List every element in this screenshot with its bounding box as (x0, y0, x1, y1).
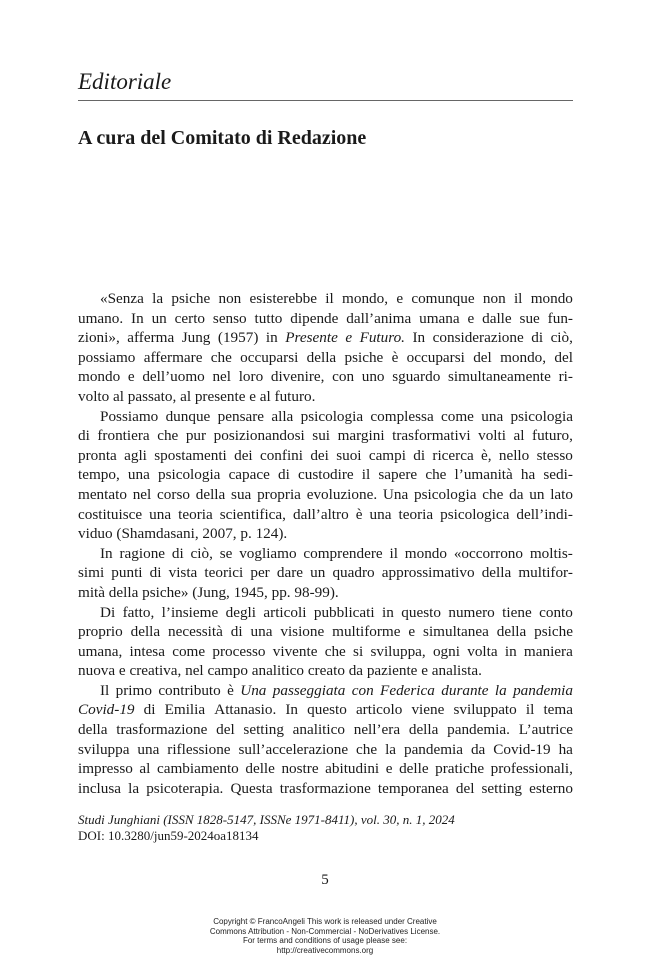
body-word: ricerca (432, 446, 474, 464)
body-word: psicologia (157, 466, 221, 484)
body-word: alla (271, 407, 294, 425)
body-word: In (100, 544, 113, 562)
article-body (78, 289, 573, 798)
page-title: A cura del Comitato di Redazione (78, 127, 367, 149)
body-word: suoi (336, 446, 362, 464)
body-word: processo (212, 642, 266, 660)
body-word: il (525, 701, 535, 719)
body-word: è (355, 505, 363, 523)
body-word: questo (401, 603, 441, 621)
body-word: temporanea (377, 779, 449, 797)
body-word: setting (481, 779, 523, 797)
body-word: uno (361, 368, 385, 386)
body-word: nel (212, 368, 232, 386)
body-word: di (413, 446, 426, 464)
body-word: Presente (285, 329, 338, 347)
body-word: pandemia (403, 740, 464, 758)
body-word: sedi- (543, 466, 573, 484)
body-line (78, 603, 573, 623)
body-word: senso (212, 309, 247, 327)
body-line (78, 563, 573, 583)
section-header: Editoriale (78, 69, 172, 94)
body-word: divenire, (270, 368, 325, 386)
body-line (78, 759, 573, 779)
body-word: della (306, 348, 337, 366)
page-number: 5 (321, 872, 329, 888)
body-word: posizionandosi (213, 427, 305, 445)
body-word: approssimativo (381, 564, 475, 582)
body-word: Di (100, 603, 116, 621)
body-word: pubblicati (313, 603, 375, 621)
body-word: non (218, 290, 242, 307)
body-word: con (351, 681, 374, 699)
body-word: tempo, (78, 466, 120, 484)
body-word: il (361, 466, 371, 484)
body-word: moltis- (529, 544, 573, 562)
body-word: afferma (127, 329, 175, 347)
body-word: simultanea (423, 623, 489, 641)
body-word: del (216, 721, 235, 739)
journal-citation: Studi Junghiani (ISSN 1828-5147, ISSNe 1971-8411), vol. 30, n. 1, 2024 (78, 812, 455, 827)
body-line (78, 348, 573, 368)
body-word: dell’uomo (142, 368, 205, 386)
body-word: maniera (523, 642, 573, 660)
body-word: di (171, 544, 184, 562)
body-word: Futuro. (359, 329, 405, 347)
body-word: al (139, 760, 151, 778)
body-word: ri- (558, 368, 573, 386)
body-word: Questa (230, 779, 273, 797)
body-word: pensare (217, 407, 265, 425)
body-word: mondo (530, 290, 573, 307)
body-word: complessa (370, 407, 434, 425)
body-word: dipende (290, 309, 339, 327)
body-word: umana (419, 309, 460, 327)
body-line (78, 740, 573, 760)
body-word: conto (539, 603, 573, 621)
body-word: una (369, 505, 392, 523)
body-word: multifor- (518, 564, 573, 582)
body-word: proprio (78, 623, 123, 641)
body-word: ciò, (550, 329, 573, 347)
body-word: Una (382, 485, 409, 503)
header-rule (78, 100, 573, 101)
body-word: mondo (78, 368, 121, 386)
body-word: nuova e creativa, nel campo analitico creato da paziente e analista. (78, 662, 482, 680)
body-word: volta (467, 642, 498, 660)
body-word: nell’era (353, 721, 401, 739)
body-word: tiene (502, 603, 532, 621)
body-word: psicoterapia. (146, 779, 224, 797)
body-word: trasformazione (116, 721, 208, 739)
body-word: il (389, 544, 398, 562)
body-word: sguardo (392, 368, 441, 386)
body-line (78, 426, 573, 446)
body-word: di (278, 466, 290, 484)
body-word: ha (520, 466, 536, 484)
body-line (78, 622, 573, 642)
body-line (78, 387, 573, 407)
body-word: articoli (263, 603, 307, 621)
body-word: nel (132, 485, 152, 503)
body-word: il (513, 290, 523, 307)
body-word: delle (245, 760, 275, 778)
body-word: professionali, (490, 760, 573, 778)
body-word: e (127, 368, 135, 386)
body-line (78, 583, 573, 603)
body-word: come (172, 642, 206, 660)
body-word: di (78, 427, 90, 445)
body-word: In (285, 701, 299, 719)
body-word: Covid-19 (78, 701, 135, 719)
body-word: affermare (143, 348, 203, 366)
body-word: agli (124, 446, 147, 464)
body-word: volto al passato, al presente e al futuro. (78, 387, 316, 405)
body-word: zioni», (78, 329, 120, 347)
body-word: In (131, 309, 144, 327)
body-word: dell’indi- (516, 505, 573, 523)
body-word: dunque (165, 407, 211, 425)
body-line (78, 289, 573, 309)
body-word: stesso (536, 446, 573, 464)
body-word: trasformazione (279, 779, 371, 797)
body-word: un (310, 564, 326, 582)
body-word: confini (259, 446, 303, 464)
body-word: vogliamo (239, 544, 297, 562)
body-word: l’insieme (161, 603, 219, 621)
body-word: l’umanità (454, 466, 513, 484)
body-word: visione (280, 623, 325, 641)
body-word: abitudini (325, 760, 380, 778)
body-word: necessità (168, 623, 223, 641)
body-word: è (391, 348, 399, 366)
license-line: Copyright © FrancoAngeli This work is released under Creative (213, 917, 437, 926)
body-word: dei (310, 446, 329, 464)
body-word: occuparsi (240, 348, 299, 366)
body-word: della (481, 564, 512, 582)
body-word: comprendere (303, 544, 383, 562)
body-word: la (152, 290, 164, 307)
body-word: dei (234, 446, 253, 464)
body-line (78, 642, 573, 662)
body-word: loro (238, 368, 264, 386)
body-word: di (230, 623, 243, 641)
body-word: teoria (398, 505, 434, 523)
body-word: in (265, 329, 278, 347)
body-line (78, 700, 573, 720)
body-word: evoluzione. (306, 485, 378, 503)
body-word: sapere (378, 466, 418, 484)
body-word: in (504, 642, 517, 660)
body-word: è (227, 681, 234, 699)
body-word: un (151, 309, 167, 327)
body-word: contributo (158, 681, 221, 699)
body-word: che (157, 427, 179, 445)
body-line (78, 485, 573, 505)
body-word: si (353, 642, 364, 660)
body-word: psiche (344, 348, 384, 366)
body-word: psicologia (510, 407, 573, 425)
body-word: mentato (78, 485, 127, 503)
body-word: lato (550, 485, 573, 503)
body-line (78, 505, 573, 525)
body-word: psiche (171, 290, 211, 307)
body-word: inclusa (78, 779, 122, 797)
body-word: pratiche (435, 760, 485, 778)
body-word: (1957) (217, 329, 259, 347)
body-word: dall’anima (346, 309, 412, 327)
body-word: intesa (129, 642, 165, 660)
body-word: una (137, 740, 160, 758)
body-word: sviluppa, (370, 642, 426, 660)
license-notice (0, 917, 650, 955)
body-word: propria (257, 485, 301, 503)
body-word: esisterebbe (249, 290, 318, 307)
body-word: passeggiata (272, 681, 346, 699)
body-word: pandemia. (447, 721, 510, 739)
body-word: mondo, (342, 290, 389, 307)
body-word: volti (478, 427, 506, 445)
body-word: che (210, 348, 232, 366)
body-word: sue (519, 309, 540, 327)
body-word: frontiera (97, 427, 150, 445)
body-word: mondo (404, 544, 447, 562)
body-word: simultaneamente (447, 368, 551, 386)
body-word: non (482, 290, 506, 307)
body-line (78, 465, 573, 485)
body-word: di (143, 701, 156, 719)
body-word: con (332, 368, 355, 386)
body-line (78, 779, 573, 799)
body-word: numero (448, 603, 495, 621)
body-word: «Senza (100, 290, 144, 307)
body-word: corso (157, 485, 190, 503)
body-line (78, 661, 573, 681)
body-word: durante (441, 681, 489, 699)
body-word: per (250, 564, 270, 582)
body-word: del (455, 779, 475, 797)
body-word: di (531, 329, 544, 347)
body-word: che (425, 466, 447, 484)
body-word: umana, (78, 642, 123, 660)
body-word: la (128, 779, 140, 797)
body-word: cambiamento (156, 760, 239, 778)
body-word: Federica (380, 681, 435, 699)
license-line: http://creativecommons.org (276, 945, 374, 955)
body-word: una (481, 407, 504, 425)
body-word: setting (243, 721, 284, 739)
body-word: multiforme (332, 623, 401, 641)
body-word: tutto (254, 309, 283, 327)
body-word: Il (100, 681, 110, 699)
body-word: considerazione (432, 329, 524, 347)
body-word: simi (78, 564, 105, 582)
body-word: Jung (181, 329, 211, 347)
body-word: in (382, 603, 394, 621)
body-word: esterno (529, 779, 573, 797)
body-word: è, (481, 446, 492, 464)
body-word: pandemia (513, 681, 573, 699)
body-word: L’autrice (518, 721, 573, 739)
body-word: vista (168, 564, 198, 582)
body-line (78, 544, 573, 564)
body-word: possiamo (78, 348, 136, 366)
body-word: delle (399, 760, 429, 778)
body-word: se (219, 544, 233, 562)
body-word: che (356, 740, 378, 758)
body-word: della (130, 623, 161, 641)
body-word: sviluppato (453, 701, 517, 719)
body-word: mondo, (500, 348, 547, 366)
body-word: articolo (355, 701, 403, 719)
body-word: comunque (411, 290, 475, 307)
body-word: che (324, 642, 346, 660)
body-word: come (441, 407, 474, 425)
body-word: e (467, 309, 475, 327)
body-word: psicologia (300, 407, 364, 425)
body-word: impresso (78, 760, 133, 778)
body-word: capace (228, 466, 270, 484)
body-word: la (494, 681, 507, 699)
body-word: viduo (Shamdasani, 2007, p. 124). (78, 525, 288, 543)
body-word: questo (307, 701, 347, 719)
body-word: ogni (432, 642, 460, 660)
body-word: spostamenti (154, 446, 227, 464)
body-line (78, 367, 573, 387)
body-word: nostre (281, 760, 319, 778)
body-word: sull’accelerazione (238, 740, 349, 758)
body-word: psicologica (440, 505, 510, 523)
body-word: che (482, 485, 504, 503)
body-word: campi (368, 446, 406, 464)
body-word: «occorrono (453, 544, 523, 562)
body-word: il (325, 290, 334, 307)
body-word: sviluppa (78, 740, 130, 758)
body-word: della (195, 485, 226, 503)
body-word: un (529, 485, 545, 503)
body-line (78, 407, 573, 427)
body-word: In (412, 329, 426, 347)
body-word: Covid-19 (493, 740, 551, 758)
body-word: Attanasio. (214, 701, 277, 719)
body-word: psicologia (414, 485, 477, 503)
body-word: sua (231, 485, 252, 503)
body-word: da (470, 740, 486, 758)
body-word: e (345, 329, 353, 347)
body-word: dalle (482, 309, 512, 327)
body-word: viene (411, 701, 445, 719)
body-word: ciò, (190, 544, 213, 562)
body-word: punti (111, 564, 143, 582)
body-word: di (149, 564, 162, 582)
body-word: pronta (78, 446, 117, 464)
body-word: costituisce (78, 505, 143, 523)
body-word: futuro, (532, 427, 573, 445)
license-line: For terms and conditions of usage please see: (242, 936, 408, 946)
body-word: dare (276, 564, 304, 582)
body-word: e (408, 623, 416, 641)
body-word: Emilia (164, 701, 206, 719)
body-word: tema (543, 701, 573, 719)
body-line (78, 309, 573, 329)
body-word: sui (312, 427, 331, 445)
body-word: della (78, 721, 108, 739)
body-word: primo (115, 681, 152, 699)
body-word: ha (558, 740, 573, 758)
body-line (78, 720, 573, 740)
body-word: teoria (178, 505, 213, 523)
body-line (78, 524, 573, 544)
body-word: Una (240, 681, 267, 699)
body-word: al (513, 427, 525, 445)
body-word: fatto, (122, 603, 155, 621)
body-line (78, 328, 573, 348)
body-word: scientifica, (219, 505, 286, 523)
body-word: del (554, 348, 573, 366)
body-word: Possiamo (100, 407, 159, 425)
body-word: occuparsi (406, 348, 465, 366)
body-word: certo (174, 309, 206, 327)
body-word: custodire (297, 466, 354, 484)
body-word: fun- (547, 309, 573, 327)
body-word: psiche (534, 623, 573, 641)
body-word: della (408, 721, 439, 739)
body-word: e (385, 760, 393, 778)
body-word: vivente (272, 642, 318, 660)
body-word: una (127, 466, 150, 484)
body-word: mità della psiche» (Jung, 1945, pp. 98-99). (78, 583, 339, 601)
body-line (78, 446, 573, 466)
body-word: quadro (332, 564, 375, 582)
body-word: umano. (78, 309, 124, 327)
body-word: una (250, 623, 273, 641)
body-word: teorici (204, 564, 244, 582)
body-word: da (509, 485, 524, 503)
body-word: della (496, 623, 527, 641)
body-word: nello (498, 446, 530, 464)
body-word: trasformativi (392, 427, 471, 445)
body-word: una (149, 505, 172, 523)
doi-text: DOI: 10.3280/jun59-2024oa18134 (78, 828, 259, 843)
body-word: pur (185, 427, 207, 445)
body-word: dall’altro (293, 505, 349, 523)
body-word: analitico (292, 721, 345, 739)
body-word: ragione (119, 544, 166, 562)
body-word: margini (337, 427, 385, 445)
body-word: la (385, 740, 397, 758)
body-line (78, 681, 573, 701)
license-line: Commons Attribution - Non-Commercial - NoDerivatives License. (209, 926, 441, 936)
body-word: riflessione (167, 740, 231, 758)
body-word: del (473, 348, 492, 366)
body-word: e (396, 290, 404, 307)
body-word: degli (225, 603, 256, 621)
